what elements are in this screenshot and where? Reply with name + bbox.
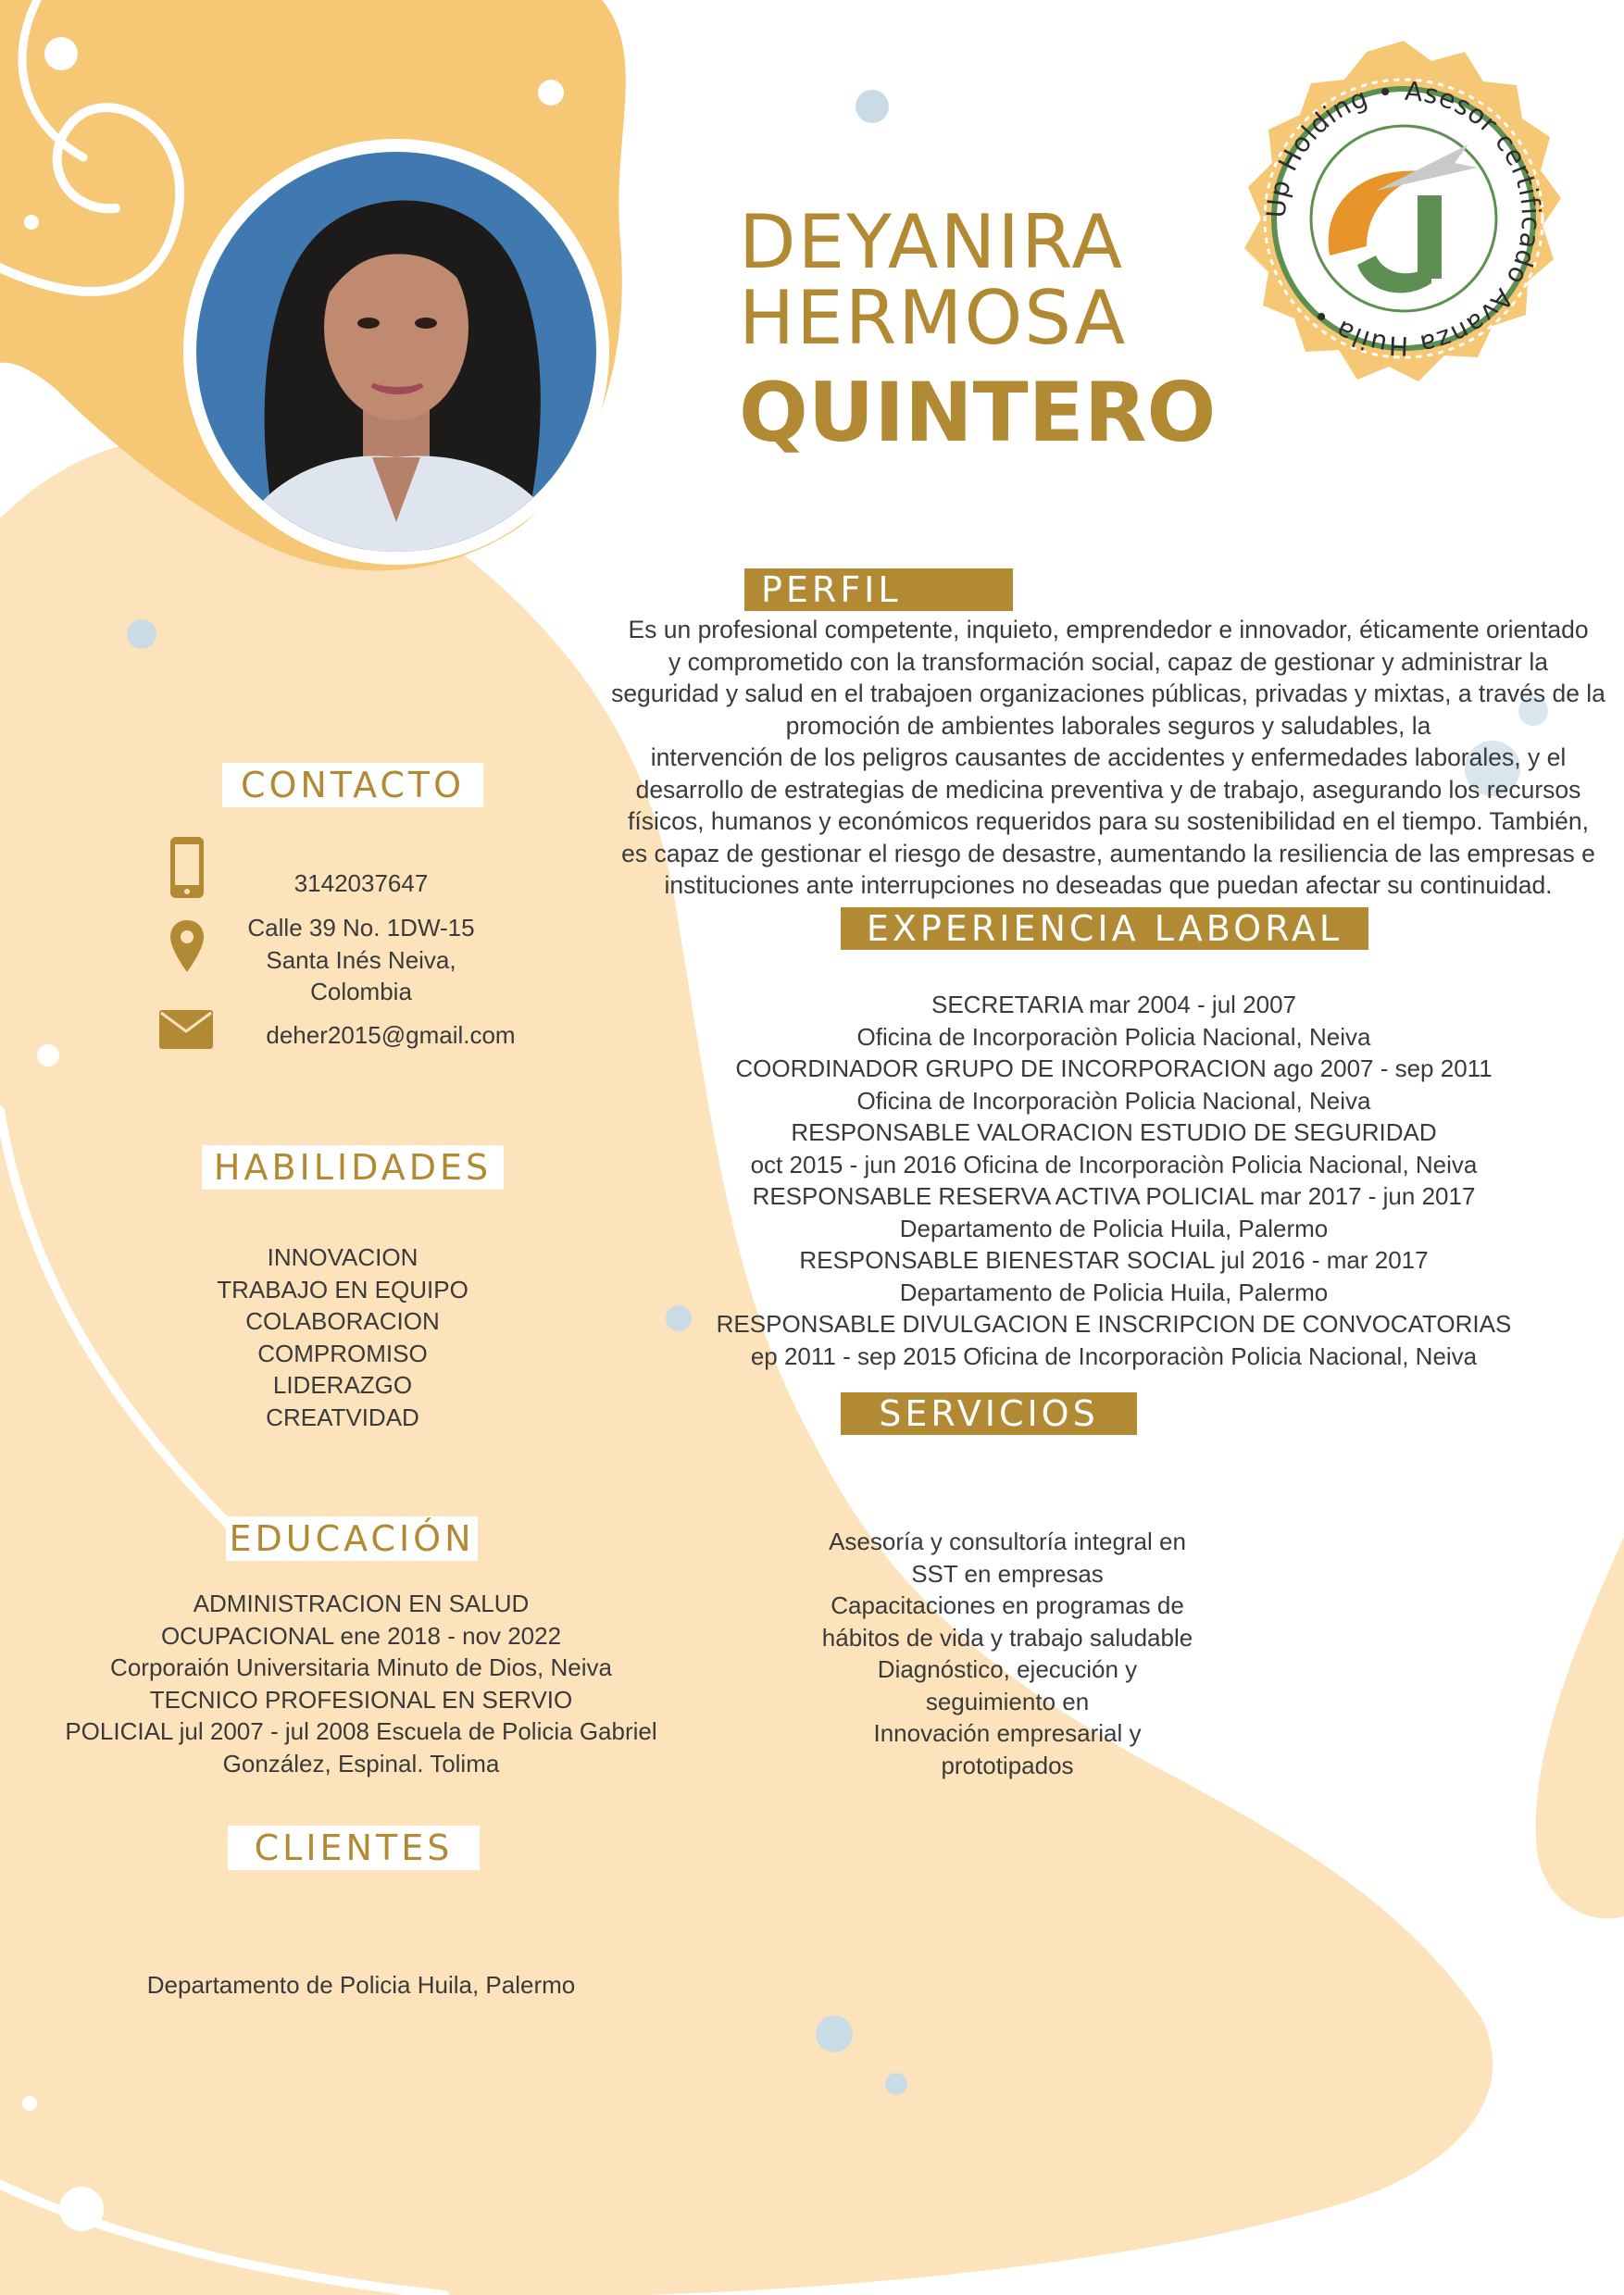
experiencia-line: RESPONSABLE VALORACION ESTUDIO DE SEGURIDAD	[791, 1118, 1437, 1146]
habilidades-list	[176, 1241, 509, 1433]
habilidad-item: CREATVIDAD	[266, 1403, 419, 1431]
section-title-experiencia: EXPERIENCIA LABORAL	[841, 907, 1368, 950]
experiencia-line: Oficina de Incorporaciòn Policia Nacional, Neiva	[856, 1022, 1371, 1051]
experiencia-line: SECRETARIA mar 2004 - jul 2007	[931, 991, 1297, 1018]
servicios-line: hábitos de vida y trabajo saludable	[821, 1623, 1193, 1652]
habilidad-item: COMPROMISO	[257, 1339, 428, 1367]
right-edge-blob	[1536, 1537, 1624, 1918]
educacion-line: POLICIAL jul 2007 - jul 2008 Escuela de Policia Gabriel	[65, 1717, 657, 1745]
servicios-line: Innovación empresarial y	[873, 1719, 1142, 1747]
address-line: Santa Inés Neiva,	[266, 945, 456, 974]
clientes-text	[102, 1969, 620, 2002]
experiencia-line: RESPONSABLE BIENESTAR SOCIAL jul 2016 - mar 2017	[799, 1246, 1429, 1274]
educacion-line: ADMINISTRACION EN SALUD	[193, 1590, 530, 1617]
perfil-line: físicos, humanos y económicos requeridos para su sostenibilidad en el tiempo. También,	[628, 807, 1589, 835]
seal-text: Up Holding • Asesor certificado Avanza Huila •	[1260, 75, 1547, 362]
decor-dot	[816, 2015, 853, 2052]
perfil-line: es capaz de gestionar el riesgo de desastre, aumentando la resiliencia de las empresas e	[621, 839, 1595, 867]
decor-dot	[44, 37, 78, 70]
decor-dot	[127, 619, 156, 649]
section-title-educacion: EDUCACIÓN	[226, 1516, 478, 1561]
profile-photo	[183, 139, 609, 565]
experiencia-line: Departamento de Policia Huila, Palermo	[899, 1214, 1329, 1242]
last-name: QUINTERO	[739, 365, 1217, 460]
decor-dot	[856, 90, 889, 123]
educacion-line: González, Espinal. Tolima	[222, 1749, 500, 1777]
experiencia-line: RESPONSABLE RESERVA ACTIVA POLICIAL mar 2017 - jun 2017	[752, 1182, 1476, 1210]
habilidad-item: TRABAJO EN EQUIPO	[217, 1275, 468, 1303]
portrait-image	[196, 152, 596, 552]
habilidad-item: LIDERAZGO	[272, 1371, 413, 1399]
educacion-line: OCUPACIONAL ene 2018 - nov 2022	[160, 1621, 562, 1650]
contact-address	[231, 912, 491, 1008]
servicios-line: Capacitaciones en programas de	[831, 1591, 1184, 1619]
location-pin-icon	[169, 918, 206, 974]
habilidad-item: INNOVACION	[267, 1243, 418, 1271]
decor-dot	[37, 1044, 59, 1066]
servicios-line: SST en empresas	[911, 1559, 1104, 1588]
certification-seal	[1218, 33, 1589, 404]
perfil-line: y comprometido con la transformación social, capaz de gestionar y administrar la	[668, 647, 1548, 676]
section-title-clientes: CLIENTES	[228, 1826, 480, 1870]
experiencia-line: Departamento de Policia Huila, Palermo	[899, 1278, 1329, 1306]
section-title-habilidades: HABILIDADES	[202, 1145, 504, 1190]
servicios-line: prototipados	[941, 1751, 1074, 1779]
perfil-text	[593, 614, 1624, 902]
full-name	[739, 199, 1220, 460]
contact-phone: 3142037647	[294, 869, 429, 897]
middle-name: HERMOSA	[739, 275, 1128, 361]
servicios-line: Diagnóstico, ejecución y	[877, 1655, 1138, 1683]
perfil-line: Es un profesional competente, inquieto, emprendedor e innovador, éticamente orientado	[628, 616, 1589, 643]
decor-dot	[59, 2187, 104, 2231]
section-title-perfil: PERFIL	[744, 568, 1013, 611]
perfil-line: instituciones ante interrupciones no deseadas que puedan afectar su continuidad.	[664, 871, 1553, 899]
address-line: Calle 39 No. 1DW-15	[247, 914, 475, 942]
contact-email: deher2015@gmail.com	[266, 1021, 516, 1049]
cliente-item: Departamento de Policia Huila, Palermo	[146, 1971, 576, 1999]
perfil-line: promoción de ambientes laborales seguros y saludables, la	[785, 711, 1431, 740]
decor-dot	[538, 80, 564, 106]
educacion-line: Corporaión Universitaria Minuto de Dios, Neiva	[110, 1653, 612, 1681]
decor-dot	[22, 2096, 37, 2111]
perfil-line: seguridad y salud en el trabajoen organizaciones públicas, privadas y mixtas, a través de la	[611, 680, 1605, 707]
educacion-text	[28, 1588, 694, 1779]
experiencia-text	[685, 989, 1543, 1372]
educacion-line: TECNICO PROFESIONAL EN SERVIO	[149, 1685, 573, 1714]
section-title-contacto: CONTACTO	[222, 763, 483, 807]
experiencia-line: Oficina de Incorporaciòn Policia Nacional, Neiva	[856, 1086, 1371, 1115]
mail-icon	[158, 1009, 214, 1050]
decor-dot	[885, 2073, 907, 2095]
experiencia-line: oct 2015 - jun 2016 Oficina de Incorporaciòn Policia Nacional, Neiva	[750, 1150, 1478, 1179]
perfil-line: intervención de los peligros causantes de accidentes y enfermedades laborales, y el	[650, 743, 1567, 771]
first-name: DEYANIRA	[739, 199, 1125, 285]
experiencia-line: RESPONSABLE DIVULGACION E INSCRIPCION DE CONVOCATORIAS	[716, 1310, 1512, 1338]
experiencia-line: COORDINADOR GRUPO DE INCORPORACION ago 2007 - sep 2011	[735, 1054, 1493, 1082]
address-line: Colombia	[310, 978, 412, 1005]
decor-dot	[24, 215, 39, 230]
section-title-servicios: SERVICIOS	[841, 1392, 1137, 1435]
servicios-line: Asesoría y consultoría integral en	[829, 1528, 1186, 1555]
perfil-line: desarrollo de estrategias de medicina preventiva y de trabajo, asegurando los recursos	[635, 775, 1581, 804]
phone-icon	[169, 835, 206, 900]
servicios-line: seguimiento en	[925, 1687, 1090, 1715]
experiencia-line: ep 2011 - sep 2015 Oficina de Incorporaciòn Policia Nacional, Neiva	[750, 1341, 1478, 1370]
habilidad-item: COLABORACION	[245, 1307, 440, 1335]
servicios-text	[776, 1526, 1239, 1781]
